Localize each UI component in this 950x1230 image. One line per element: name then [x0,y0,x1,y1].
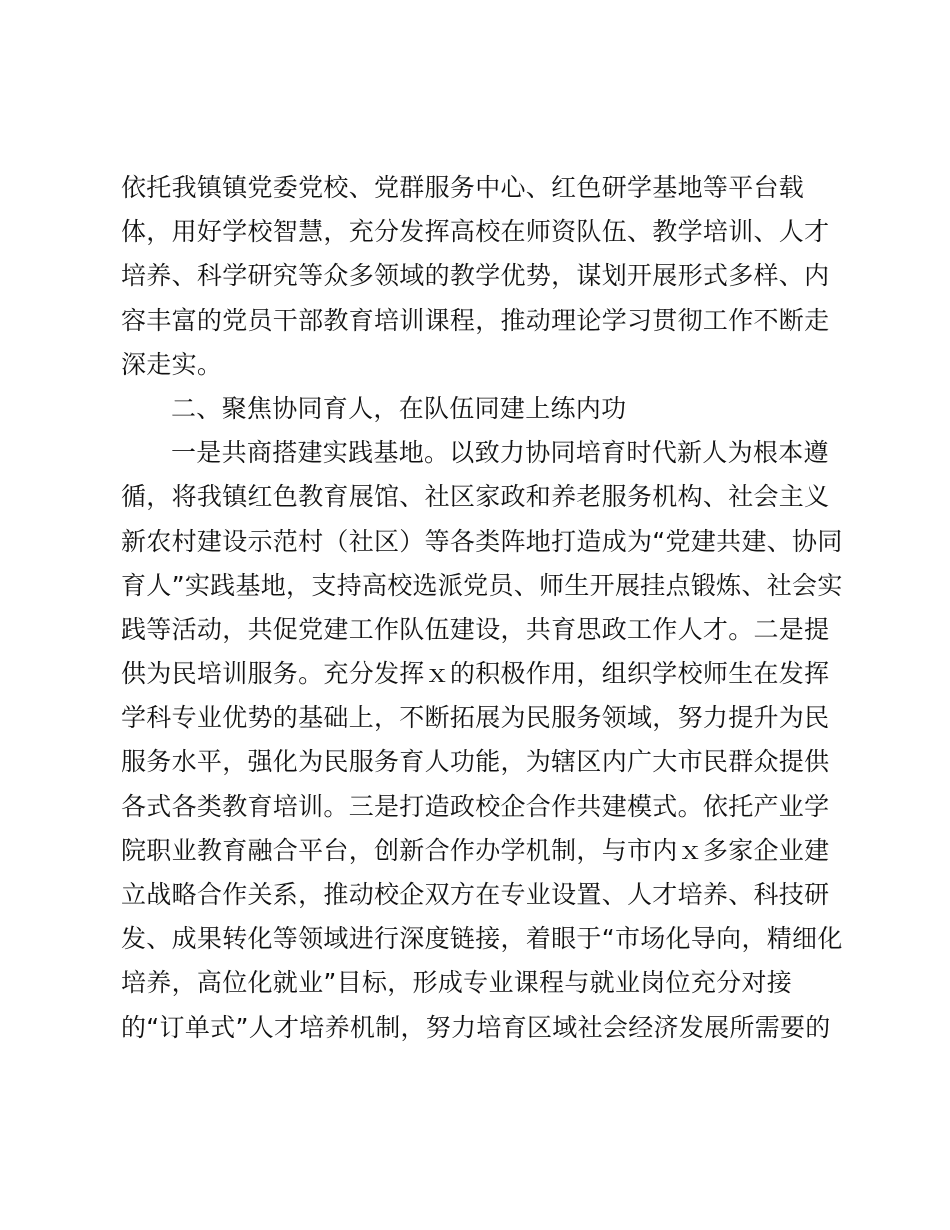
text-line: 深走实。 [121,349,223,379]
text-line: 育人”实践基地，支持高校选派党员、师生开展挂点锻炼、社会实 [121,570,843,600]
text-line: 服务水平，强化为民服务育人功能，为辖区内广大市民群众提供 [121,747,830,777]
text-line: 依托我镇镇党委党校、党群服务中心、红色研学基地等平台载 [121,173,805,202]
body-text [121,166,841,1050]
section-heading: 二、聚焦协同育人，在队伍同建上练内功 [171,393,627,423]
text-line: 院职业教育融合平台，创新合作办学机制，与市内ｘ多家企业建 [121,835,830,865]
text-line: 供为民培训服务。充分发挥ｘ的积极作用，组织学校师生在发挥 [121,659,830,689]
text-line: 体，用好学校智慧，充分发挥高校在师资队伍、教学培训、人才 [121,217,830,247]
text-line: 发、成果转化等领域进行深度链接，着眼于“市场化导向，精细化 [121,924,843,954]
text-line: 循，将我镇红色教育展馆、社区家政和养老服务机构、社会主义 [121,482,830,512]
text-line: 容丰富的党员干部教育培训课程，推动理论学习贯彻工作不断走 [121,305,830,335]
text-line: 各式各类教育培训。三是打造政校企合作共建模式。依托产业学 [121,791,830,821]
text-line: 学科专业优势的基础上，不断拓展为民服务领域，努力提升为民 [121,703,830,733]
text-line: 培养、科学研究等众多领域的教学优势，谋划开展形式多样、内 [121,261,830,291]
text-line: 立战略合作关系，推动校企双方在专业设置、人才培养、科技研 [121,880,830,909]
text-line: 培养，高位化就业”目标，形成专业课程与就业岗位充分对接 [121,968,793,998]
text-line: 一是共商搭建实践基地。以致力协同培育时代新人为根本遵 [171,438,829,468]
text-line: 践等活动，共促党建工作队伍建设，共育思政工作人才。二是提 [121,614,830,644]
text-line: 的“订单式”人才培养机制，努力培育区域社会经济发展所需要的 [121,1012,831,1042]
text-line: 新农村建设示范村（社区）等各类阵地打造成为“党建共建、协同 [121,526,843,556]
